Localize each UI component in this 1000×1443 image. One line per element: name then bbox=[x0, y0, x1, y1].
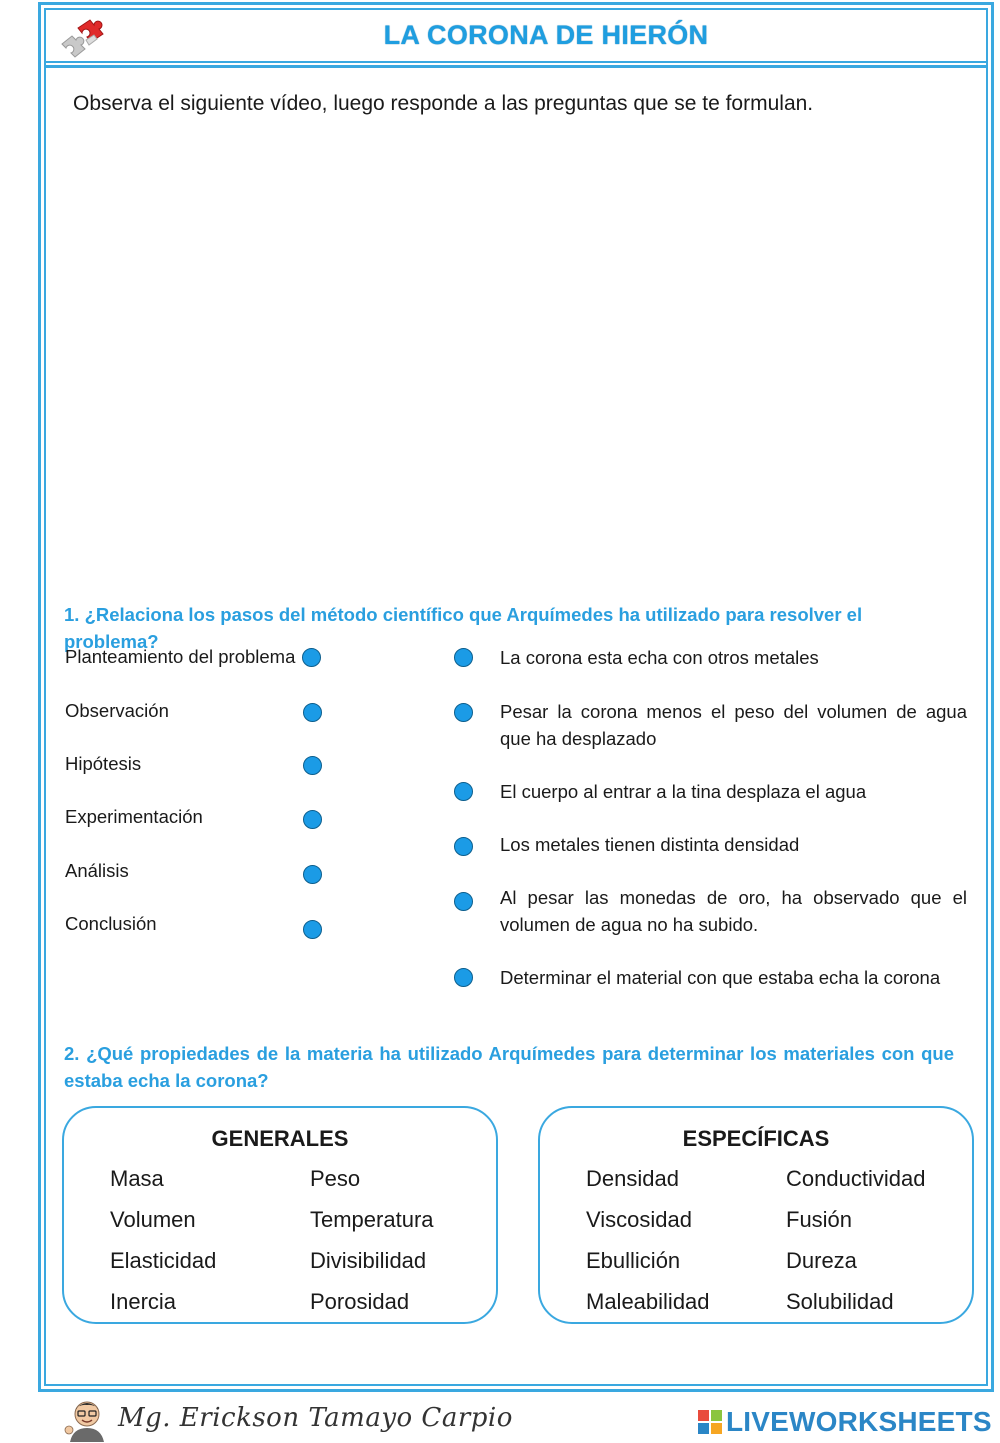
question-2-prompt: 2. ¿Qué propiedades de la materia ha utilizado Arquímedes para determinar los materiales con que estaba echa la corona? bbox=[64, 1043, 954, 1091]
property-item[interactable]: Divisibilidad bbox=[310, 1248, 427, 1273]
property-item[interactable]: Conductividad bbox=[786, 1166, 926, 1191]
author-avatar bbox=[62, 1396, 112, 1442]
puzzle-icon bbox=[56, 14, 110, 62]
match-dot-left[interactable] bbox=[303, 756, 322, 775]
statement-text: Pesar la corona menos el peso del volumen de agua que ha desplazado bbox=[500, 701, 967, 749]
statement-text: Al pesar las monedas de oro, ha observado que el volumen de agua no ha subido. bbox=[500, 887, 967, 935]
statement-text: Determinar el material con que estaba echa la corona bbox=[500, 967, 941, 988]
step-label: Experimentación bbox=[65, 806, 203, 827]
match-dot-right[interactable] bbox=[454, 892, 473, 911]
property-item[interactable]: Solubilidad bbox=[786, 1289, 894, 1314]
step-label: Observación bbox=[65, 700, 169, 721]
property-item[interactable]: Densidad bbox=[586, 1166, 679, 1191]
generales-box bbox=[62, 1106, 498, 1324]
match-dot-right[interactable] bbox=[454, 837, 473, 856]
generales-title: GENERALES bbox=[211, 1126, 349, 1151]
match-dot-right[interactable] bbox=[454, 968, 473, 987]
page-title: LA CORONA DE HIERÓN bbox=[383, 20, 709, 50]
author-signature: Mg. Erickson Tamayo Carpio bbox=[118, 1403, 513, 1433]
step-label: Planteamiento del problema bbox=[65, 646, 296, 667]
step-label: Hipótesis bbox=[65, 753, 142, 774]
match-dot-right[interactable] bbox=[454, 648, 473, 667]
especificas-box bbox=[538, 1106, 974, 1324]
match-dot-left[interactable] bbox=[303, 865, 322, 884]
video-embed-area[interactable] bbox=[60, 130, 970, 585]
especificas-title: ESPECÍFICAS bbox=[682, 1126, 830, 1151]
liveworksheets-icon bbox=[698, 1410, 722, 1434]
property-item[interactable]: Volumen bbox=[110, 1207, 196, 1232]
property-item[interactable]: Maleabilidad bbox=[586, 1289, 710, 1314]
step-label: Análisis bbox=[65, 860, 129, 881]
property-item[interactable]: Viscosidad bbox=[586, 1207, 692, 1232]
property-item[interactable]: Temperatura bbox=[310, 1207, 434, 1232]
property-item[interactable]: Dureza bbox=[786, 1248, 857, 1273]
match-dot-left[interactable] bbox=[303, 920, 322, 939]
property-item[interactable]: Porosidad bbox=[310, 1289, 410, 1314]
match-dot-right[interactable] bbox=[454, 703, 473, 722]
match-dot-left[interactable] bbox=[302, 648, 321, 667]
title-bar bbox=[46, 10, 986, 68]
match-dot-left[interactable] bbox=[303, 810, 322, 829]
property-item[interactable]: Fusión bbox=[786, 1207, 853, 1232]
property-item[interactable]: Elasticidad bbox=[110, 1248, 217, 1273]
question-1-prompt: 1. ¿Relaciona los pasos del método científico que Arquímedes ha utilizado para resolver el problema? bbox=[64, 604, 863, 652]
match-dot-right[interactable] bbox=[454, 782, 473, 801]
statement-text: La corona esta echa con otros metales bbox=[500, 647, 819, 668]
liveworksheets-brand: LIVEWORKSHEETS bbox=[726, 1406, 992, 1437]
step-label: Conclusión bbox=[65, 913, 157, 934]
property-item[interactable]: Masa bbox=[110, 1166, 164, 1191]
liveworksheets-logo bbox=[698, 1406, 992, 1438]
match-dot-left[interactable] bbox=[303, 703, 322, 722]
property-item[interactable]: Peso bbox=[310, 1166, 361, 1191]
intro-text: Observa el siguiente vídeo, luego responde a las preguntas que se te formulan. bbox=[73, 92, 814, 115]
statement-text: Los metales tienen distinta densidad bbox=[500, 834, 800, 855]
property-item[interactable]: Ebullición bbox=[586, 1248, 681, 1273]
property-item[interactable]: Inercia bbox=[110, 1289, 177, 1314]
statement-text: El cuerpo al entrar a la tina desplaza el agua bbox=[500, 781, 867, 802]
